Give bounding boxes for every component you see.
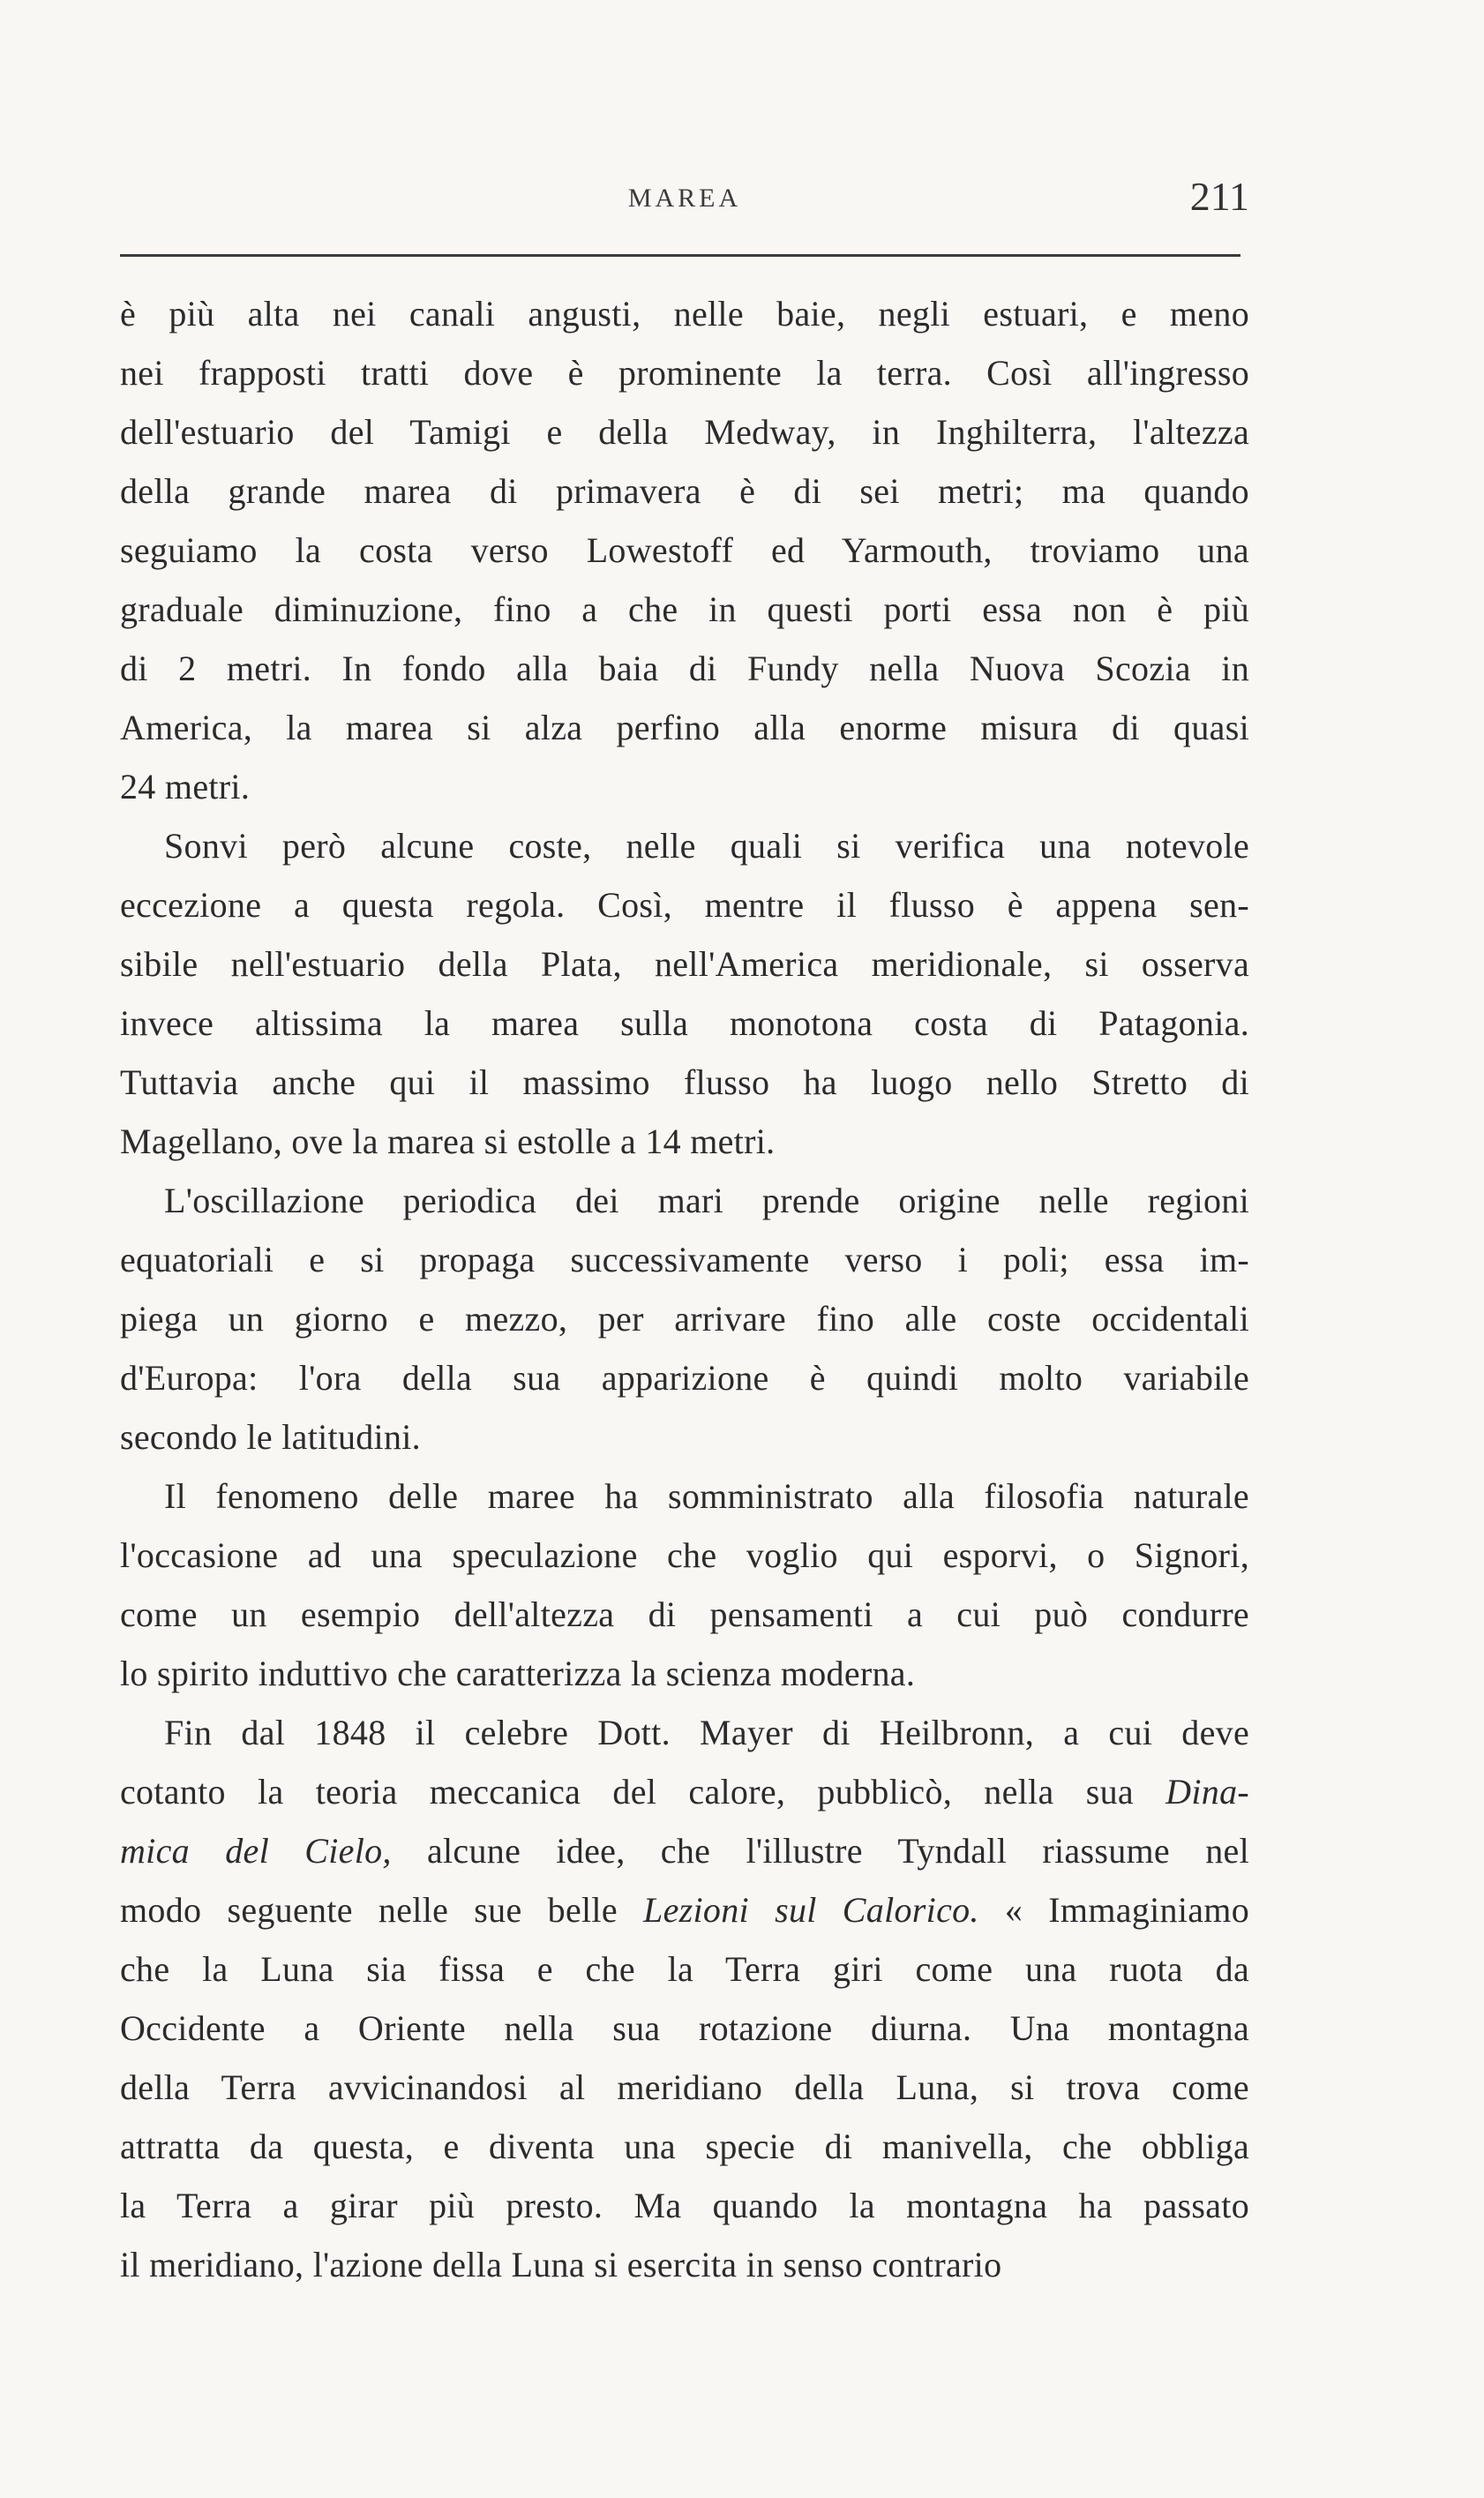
- text-segment: Il fenomeno delle maree ha somministrato alla filosofia naturale: [164, 1476, 1249, 1516]
- header-rule: [120, 254, 1240, 257]
- text-segment: sibile nell'estuario della Plata, nell'America meridionale, si osserva: [120, 944, 1249, 984]
- text-line: [120, 1348, 1249, 1407]
- text-line: [120, 1585, 1249, 1644]
- text-line: [120, 284, 1249, 343]
- text-line: [120, 1880, 1249, 1939]
- text-segment: Sonvi però alcune coste, nelle quali si verifica una notevole: [164, 826, 1249, 866]
- text-segment: che la Luna sia fissa e che la Terra giri come una ruota da: [120, 1949, 1249, 1989]
- text-segment: seguiamo la costa verso Lowestoff ed Yarmouth, troviamo una: [120, 530, 1249, 570]
- text-line: [120, 343, 1249, 402]
- text-segment: l'occasione ad una speculazione che voglio qui esporvi, o Signori,: [120, 1535, 1249, 1575]
- text-segment: la Terra a girar più presto. Ma quando la montagna ha passato: [120, 2186, 1249, 2225]
- text-segment: lo spirito induttivo che caratterizza la scienza moderna.: [120, 1654, 916, 1693]
- text-segment: dell'estuario del Tamigi e della Medway, in Inghilterra, l'altezza: [120, 412, 1249, 452]
- text-line: [120, 402, 1249, 461]
- text-line: [120, 875, 1249, 934]
- text-segment: invece altissima la marea sulla monotona costa di Patagonia.: [120, 1003, 1249, 1043]
- text-line: [120, 1703, 1249, 1762]
- running-header: [120, 173, 1249, 226]
- text-segment: della grande marea di primavera è di sei metri; ma quando: [120, 471, 1249, 511]
- text-line: [120, 1171, 1249, 1230]
- text-segment: L'oscillazione periodica dei mari prende origine nelle regioni: [164, 1181, 1249, 1220]
- text-line: [120, 2176, 1249, 2235]
- text-segment: di 2 metri. In fondo alla baia di Fundy nella Nuova Scozia in: [120, 649, 1249, 688]
- text-segment: piega un giorno e mezzo, per arrivare fino alle coste occidentali: [120, 1299, 1249, 1339]
- text-line: [120, 1821, 1249, 1880]
- text-segment: modo seguente nelle sue belle: [120, 1890, 644, 1930]
- text-line: [120, 2117, 1249, 2176]
- text-segment: d'Europa: l'ora della sua apparizione è quindi molto variabile: [120, 1358, 1249, 1398]
- text-segment: Fin dal 1848 il celebre Dott. Mayer di Heilbronn, a cui deve: [164, 1713, 1249, 1752]
- text-segment: Magellano, ove la marea si estolle a 14 metri.: [120, 1121, 776, 1161]
- text-line: [120, 1112, 1249, 1171]
- text-line: [120, 1644, 1249, 1703]
- text-segment: graduale diminuzione, fino a che in questi porti essa non è più: [120, 589, 1249, 629]
- text-segment: alcune idee, che l'illustre Tyndall riassume nel: [391, 1831, 1249, 1871]
- text-segment: attratta da questa, e diventa una specie di manivella, che obbliga: [120, 2127, 1249, 2166]
- text-line: [120, 816, 1249, 875]
- text-segment: « Immaginiamo: [978, 1890, 1250, 1930]
- text-segment: 24 metri.: [120, 767, 251, 806]
- text-segment: Tuttavia anche qui il massimo flusso ha luogo nello Stretto di: [120, 1062, 1249, 1102]
- text-line: [120, 1230, 1249, 1289]
- text-line: [120, 757, 1249, 816]
- text-line: [120, 1407, 1249, 1467]
- text-segment: cotanto la teoria meccanica del calore, pubblicò, nella sua: [120, 1772, 1166, 1812]
- italic-text: Dina-: [1165, 1772, 1249, 1812]
- text-line: [120, 1999, 1249, 2058]
- text-line: [120, 1053, 1249, 1112]
- text-line: [120, 639, 1249, 698]
- text-segment: nei frapposti tratti dove è prominente la terra. Così all'ingresso: [120, 353, 1249, 393]
- text-segment: il meridiano, l'azione della Luna si esercita in senso contrario: [120, 2245, 1002, 2284]
- text-line: [120, 2058, 1249, 2117]
- text-segment: equatoriali e si propaga successivamente verso i poli; essa im-: [120, 1240, 1249, 1279]
- text-line: [120, 521, 1249, 580]
- italic-text: Lezioni sul Calorico.: [643, 1890, 979, 1930]
- text-line: [120, 1526, 1249, 1585]
- text-line: [120, 1939, 1249, 1999]
- running-title: MAREA: [627, 184, 742, 213]
- text-segment: secondo le latitudini.: [120, 1417, 421, 1457]
- italic-text: mica del Cielo,: [120, 1831, 392, 1871]
- text-line: [120, 461, 1249, 521]
- text-segment: Occidente a Oriente nella sua rotazione diurna. Una montagna: [120, 2008, 1249, 2048]
- text-line: [120, 698, 1249, 757]
- text-segment: America, la marea si alza perfino alla enorme misura di quasi: [120, 708, 1249, 747]
- body-text: [120, 284, 1249, 2294]
- text-line: [120, 994, 1249, 1053]
- page-number: 211: [1189, 174, 1249, 219]
- text-line: [120, 2235, 1249, 2294]
- text-line: [120, 934, 1249, 994]
- text-line: [120, 1289, 1249, 1348]
- text-segment: della Terra avvicinandosi al meridiano della Luna, si trova come: [120, 2067, 1249, 2107]
- text-line: [120, 1467, 1249, 1526]
- text-segment: è più alta nei canali angusti, nelle baie, negli estuari, e meno: [120, 294, 1249, 334]
- text-segment: eccezione a questa regola. Così, mentre il flusso è appena sen-: [120, 885, 1249, 925]
- text-line: [120, 1762, 1249, 1821]
- text-segment: come un esempio dell'altezza di pensamenti a cui può condurre: [120, 1594, 1249, 1634]
- text-line: [120, 580, 1249, 639]
